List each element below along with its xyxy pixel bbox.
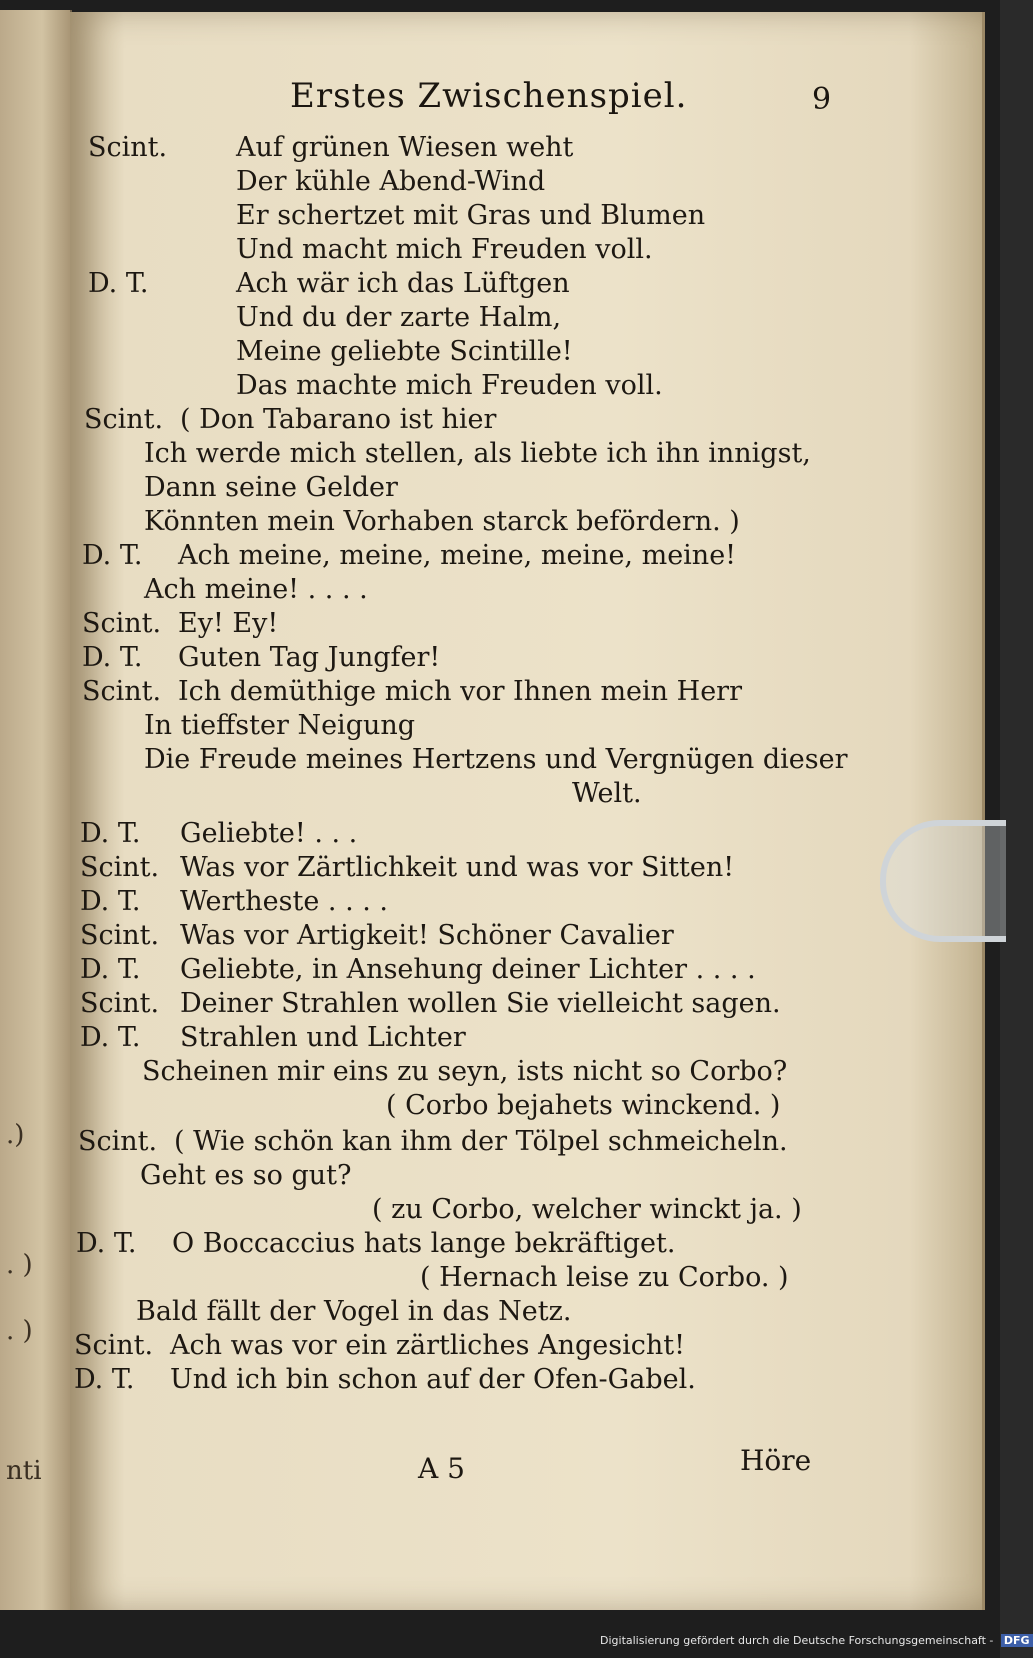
speaker-label: D. T. [74,1364,135,1395]
speaker-label: D. T. [80,886,141,917]
line-text: Geliebte! . . . [180,818,358,849]
line-text: ( Hernach leise zu Corbo. ) [420,1262,789,1293]
line-text: Könnten mein Vorhaben starck befördern. ) [144,506,740,537]
line-text: ( zu Corbo, welcher winckt ja. ) [372,1194,802,1225]
speaker-label: Scint. [80,988,160,1019]
page-title: Erstes Zwischenspiel. [290,76,688,116]
margin-fragment: .) [6,1120,25,1150]
speaker-label: Scint. [78,1126,158,1157]
speaker-label: Scint. [88,132,168,163]
speaker-label: D. T. [80,818,141,849]
speaker-label: D. T. [80,1022,141,1053]
dialogue-text [70,132,982,1432]
line-text: Das machte mich Freuden voll. [236,370,663,401]
speaker-label: D. T. [82,540,143,571]
margin-fragment: nti [6,1456,42,1486]
line-text: Dann seine Gelder [144,472,398,503]
line-text: Guten Tag Jungfer! [178,642,441,673]
line-text: Er schertzet mit Gras und Blumen [236,200,706,231]
line-text: Und ich bin schon auf der Ofen-Gabel. [170,1364,696,1395]
running-head [70,72,982,122]
book-page [70,12,985,1610]
speaker-label: D. T. [76,1228,137,1259]
line-text: Geht es so gut? [140,1160,352,1191]
speaker-label: Scint. [82,676,162,707]
line-text: Scheinen mir eins zu seyn, ists nicht so Corbo? [142,1056,788,1087]
speaker-label: D. T. [88,268,149,299]
line-text: O Boccaccius hats lange bekräftiget. [172,1228,676,1259]
line-text: Deiner Strahlen wollen Sie vielleicht sagen. [180,988,781,1019]
line-text: Ey! Ey! [178,608,279,639]
line-text: Meine geliebte Scintille! [236,336,573,367]
speaker-label: Scint. [84,404,164,435]
line-text: Strahlen und Lichter [180,1022,466,1053]
speaker-label: Scint. [82,608,162,639]
line-text: Der kühle Abend-Wind [236,166,546,197]
signature-mark: A 5 [418,1452,465,1485]
catchword: Höre [740,1444,812,1477]
line-text: Und du der zarte Halm, [236,302,562,333]
dfg-logo-icon: DFG [1001,1634,1033,1647]
digitization-credit [600,1634,1030,1654]
speaker-label: Scint. [80,920,160,951]
page-number: 9 [812,82,832,117]
line-text: Was vor Artigkeit! Schöner Cavalier [180,920,674,951]
line-text: ( Wie schön kan ihm der Tölpel schmeicheln. [174,1126,788,1157]
line-text: Die Freude meines Hertzens und Vergnügen dieser [144,744,848,775]
line-text: Welt. [572,778,642,809]
line-text: ( Don Tabarano ist hier [180,404,497,435]
margin-fragment: . ) [6,1316,33,1346]
line-text: In tieffster Neigung [144,710,416,741]
line-text: Ach meine, meine, meine, meine, meine! [178,540,737,571]
line-text: Auf grünen Wiesen weht [236,132,574,163]
page-clip [880,820,1006,942]
speaker-label: Scint. [74,1330,154,1361]
line-text: Bald fällt der Vogel in das Netz. [136,1296,572,1327]
speaker-label: D. T. [82,642,143,673]
line-text: Ach was vor ein zärtliches Angesicht! [170,1330,685,1361]
credit-text: Digitalisierung gefördert durch die Deutsche Forschungsgemeinschaft - [600,1634,994,1647]
left-page-edge [0,10,72,1610]
line-text: Ach wär ich das Lüftgen [236,268,570,299]
line-text: Was vor Zärtlichkeit und was vor Sitten! [180,852,735,883]
line-text: ( Corbo bejahets winckend. ) [386,1090,781,1121]
line-text: Ach meine! . . . . [144,574,368,605]
line-text: Ich demüthige mich vor Ihnen mein Herr [178,676,742,707]
margin-fragment: . ) [6,1250,33,1280]
line-text: Und macht mich Freuden voll. [236,234,653,265]
speaker-label: D. T. [80,954,141,985]
line-text: Wertheste . . . . [180,886,388,917]
line-text: Geliebte, in Ansehung deiner Lichter . . . . [180,954,756,985]
line-text: Ich werde mich stellen, als liebte ich ihn innigst, [144,438,811,469]
speaker-label: Scint. [80,852,160,883]
